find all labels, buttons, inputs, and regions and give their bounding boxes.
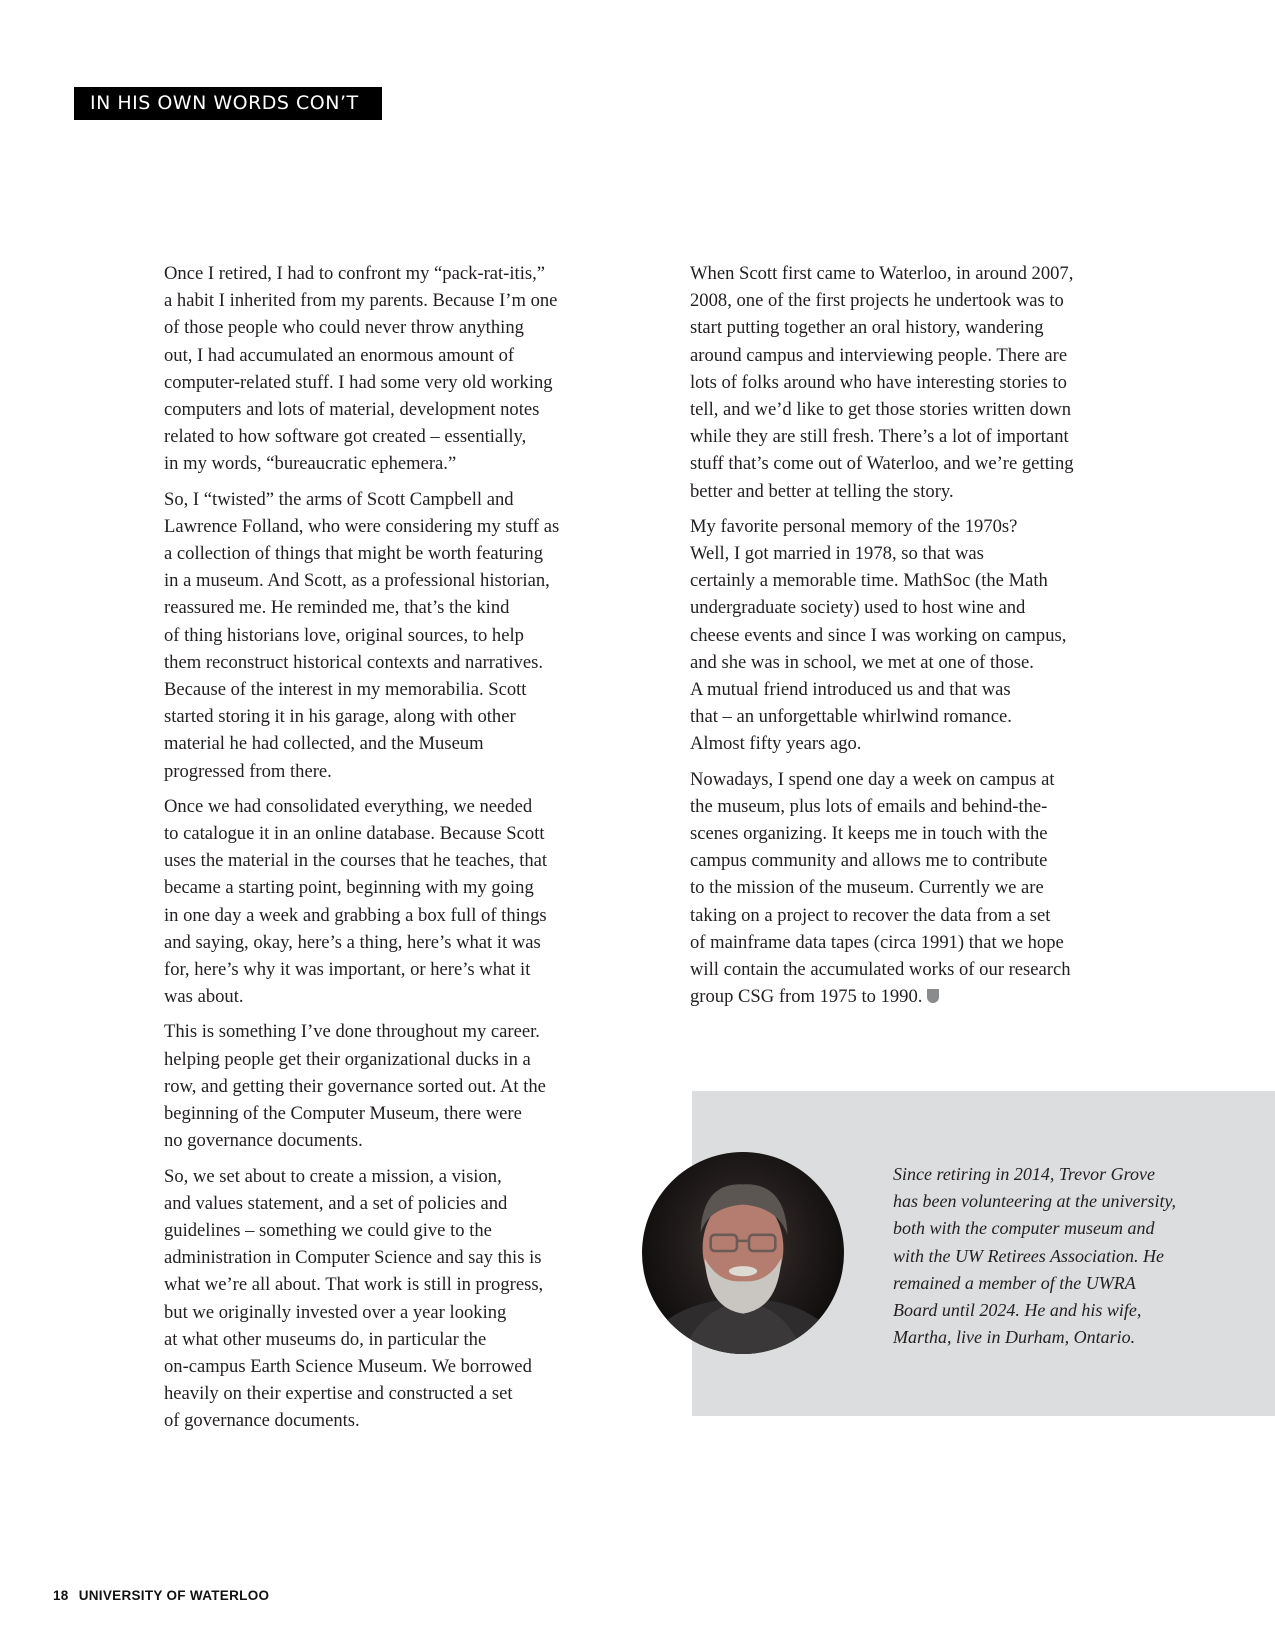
text-line: to the mission of the museum. Currently we are: [690, 877, 1044, 899]
text-line: cheese events and since I was working on campus,: [690, 624, 1067, 646]
text-line: and values statement, and a set of policies and: [164, 1192, 508, 1214]
text-line: in one day a week and grabbing a box full of things: [164, 904, 547, 926]
text-line: taking on a project to recover the data from a set: [690, 904, 1051, 926]
bio-line: Board until 2024. He and his wife,: [893, 1300, 1142, 1321]
page-footer: [53, 1588, 269, 1603]
text-line: heavily on their expertise and constructed a set: [164, 1383, 513, 1405]
bio-caption: [893, 1161, 1213, 1351]
article-paragraph: [690, 260, 1120, 505]
text-line: 2008, one of the first projects he undertook was to: [690, 290, 1064, 312]
text-line: related to how software got created – essentially,: [164, 426, 527, 448]
text-line: in my words, “bureaucratic ephemera.”: [164, 453, 457, 475]
text-line: became a starting point, beginning with my going: [164, 877, 534, 899]
text-line: progressed from there.: [164, 760, 332, 782]
text-line: stuff that’s come out of Waterloo, and we’re getting: [690, 453, 1074, 475]
text-line: tell, and we’d like to get those stories written down: [690, 399, 1072, 421]
text-line: certainly a memorable time. MathSoc (the Math: [690, 570, 1048, 592]
text-line: and she was in school, we met at one of those.: [690, 651, 1034, 673]
text-line: This is something I’ve done throughout my career.: [164, 1021, 540, 1043]
text-line: started storing it in his garage, along with other: [164, 706, 516, 728]
text-line: computer-related stuff. I had some very old working: [164, 371, 553, 393]
text-line: undergraduate society) used to host wine and: [690, 597, 1026, 619]
article-paragraph: [690, 766, 1120, 1011]
article-paragraph: [164, 1018, 594, 1154]
text-line: scenes organizing. It keeps me in touch with the: [690, 823, 1048, 845]
bio-line: has been volunteering at the university,: [893, 1191, 1176, 1212]
text-line-content: group CSG from 1975 to 1990.: [690, 986, 923, 1008]
text-line: reassured me. He reminded me, that’s the kind: [164, 597, 510, 619]
text-line: Nowadays, I spend one day a week on campus at: [690, 768, 1055, 790]
text-line: When Scott first came to Waterloo, in around 2007,: [690, 263, 1074, 284]
text-line: Once we had consolidated everything, we needed: [164, 795, 533, 817]
text-line: of governance documents.: [164, 1410, 360, 1432]
text-line: Almost fifty years ago.: [690, 733, 862, 755]
text-line: of thing historians love, original sources, to help: [164, 624, 524, 646]
text-line: material he had collected, and the Museum: [164, 733, 484, 755]
bio-line: Martha, live in Durham, Ontario.: [893, 1327, 1136, 1348]
text-line: campus community and allows me to contribute: [690, 850, 1048, 872]
text-line: uses the material in the courses that he teaches, that: [164, 850, 548, 872]
portrait-image: [642, 1152, 844, 1354]
text-line: better and better at telling the story.: [690, 480, 954, 502]
text-line: [690, 983, 1120, 1010]
text-line: and saying, okay, here’s a thing, here’s what it was: [164, 931, 541, 953]
text-line: helping people get their organizational ducks in a: [164, 1048, 531, 1070]
bio-line: both with the computer museum and: [893, 1218, 1155, 1239]
portrait-illustration: [642, 1152, 844, 1354]
text-line: Well, I got married in 1978, so that was: [690, 543, 984, 565]
text-line: them reconstruct historical contexts and narratives.: [164, 651, 543, 673]
text-line: in a museum. And Scott, as a professional historian,: [164, 570, 550, 592]
publication-name: UNIVERSITY OF WATERLOO: [78, 1588, 270, 1603]
text-line: guidelines – something we could give to the: [164, 1219, 492, 1241]
article-paragraph: [164, 793, 594, 1011]
text-line: administration in Computer Science and say this is: [164, 1247, 542, 1269]
bio-line: Since retiring in 2014, Trevor Grove: [893, 1164, 1155, 1184]
text-line: around campus and interviewing people. There are: [690, 344, 1068, 366]
text-line: of those people who could never throw anything: [164, 317, 524, 339]
text-line: beginning of the Computer Museum, there were: [164, 1103, 522, 1125]
shield-end-mark-icon: [927, 989, 939, 1003]
text-line: a collection of things that might be worth featuring: [164, 543, 544, 565]
right-column: [690, 260, 1120, 1018]
bio-line: with the UW Retirees Association. He: [893, 1245, 1164, 1266]
text-line: So, I “twisted” the arms of Scott Campbell and: [164, 488, 514, 510]
page-number: 18: [53, 1588, 69, 1603]
text-line: will contain the accumulated works of our research: [690, 959, 1071, 981]
text-line: that – an unforgettable whirlwind romance.: [690, 706, 1012, 728]
text-line: was about.: [164, 986, 244, 1008]
text-line: Once I retired, I had to confront my “pack-rat-itis,”: [164, 263, 546, 284]
text-line: what we’re all about. That work is still in progress,: [164, 1274, 544, 1296]
text-line: lots of folks around who have interesting stories to: [690, 371, 1067, 393]
article-paragraph: [164, 260, 594, 478]
text-line: computers and lots of material, development notes: [164, 399, 540, 421]
text-line: of mainframe data tapes (circa 1991) that we hope: [690, 931, 1064, 953]
article-paragraph: [690, 513, 1120, 758]
article-paragraph: [164, 486, 594, 785]
left-column: [164, 260, 594, 1443]
text-line: So, we set about to create a mission, a vision,: [164, 1165, 502, 1187]
text-line: a habit I inherited from my parents. Because I’m one: [164, 290, 558, 312]
text-line: on-campus Earth Science Museum. We borrowed: [164, 1355, 532, 1377]
text-line: Lawrence Folland, who were considering my stuff as: [164, 515, 560, 537]
section-tag: IN HIS OWN WORDS CON’T: [74, 87, 382, 120]
text-line: out, I had accumulated an enormous amount of: [164, 344, 515, 366]
article-paragraph: [164, 1163, 594, 1435]
text-line: to catalogue it in an online database. Because Scott: [164, 823, 545, 845]
text-line: My favorite personal memory of the 1970s?: [690, 515, 1018, 537]
bio-line: remained a member of the UWRA: [893, 1272, 1136, 1293]
text-line: row, and getting their governance sorted out. At the: [164, 1075, 546, 1097]
text-line: at what other museums do, in particular the: [164, 1328, 487, 1350]
text-line: no governance documents.: [164, 1130, 363, 1152]
text-line: the museum, plus lots of emails and behind-the-: [690, 795, 1048, 817]
text-line: start putting together an oral history, wandering: [690, 317, 1044, 339]
text-line: A mutual friend introduced us and that was: [690, 679, 1011, 701]
text-line: for, here’s why it was important, or here’s what it: [164, 959, 531, 981]
text-line: while they are still fresh. There’s a lot of important: [690, 426, 1069, 448]
text-line: but we originally invested over a year looking: [164, 1301, 507, 1323]
text-line: Because of the interest in my memorabilia. Scott: [164, 679, 527, 701]
